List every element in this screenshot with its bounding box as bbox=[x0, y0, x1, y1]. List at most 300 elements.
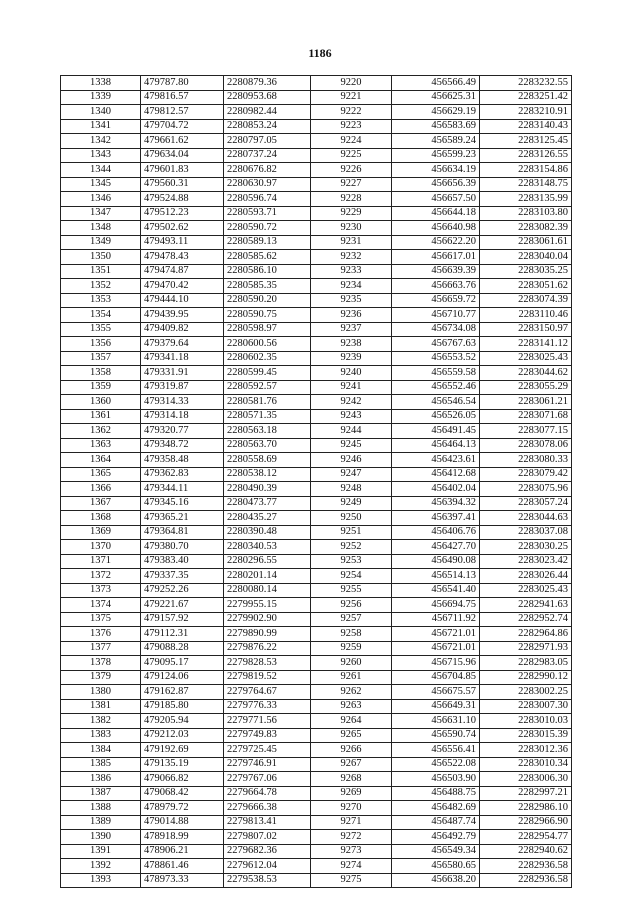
x-coordinate-right: 456644.18 bbox=[392, 206, 480, 221]
table-row bbox=[61, 105, 572, 120]
point-id-right: 9258 bbox=[311, 627, 392, 642]
y-coordinate-left: 2280879.36 bbox=[224, 76, 311, 91]
x-coordinate-right: 456482.69 bbox=[392, 801, 480, 816]
y-coordinate-right: 2283126.55 bbox=[480, 148, 572, 163]
y-coordinate-left: 2280589.13 bbox=[224, 235, 311, 250]
y-coordinate-right: 2283010.03 bbox=[480, 714, 572, 729]
y-coordinate-left: 2280853.24 bbox=[224, 119, 311, 134]
y-coordinate-right: 2283026.44 bbox=[480, 569, 572, 584]
point-id-left: 1389 bbox=[61, 815, 141, 830]
point-id-left: 1339 bbox=[61, 90, 141, 105]
y-coordinate-left: 2279902.90 bbox=[224, 612, 311, 627]
y-coordinate-right: 2282997.21 bbox=[480, 786, 572, 801]
y-coordinate-left: 2279776.33 bbox=[224, 699, 311, 714]
point-id-right: 9241 bbox=[311, 380, 392, 395]
point-id-right: 9255 bbox=[311, 583, 392, 598]
x-coordinate-left: 479337.35 bbox=[141, 569, 224, 584]
y-coordinate-right: 2283080.33 bbox=[480, 453, 572, 468]
y-coordinate-left: 2280558.69 bbox=[224, 453, 311, 468]
table-row bbox=[61, 757, 572, 772]
y-coordinate-left: 2279955.15 bbox=[224, 598, 311, 613]
point-id-left: 1362 bbox=[61, 424, 141, 439]
point-id-right: 9247 bbox=[311, 467, 392, 482]
x-coordinate-right: 456397.41 bbox=[392, 511, 480, 526]
x-coordinate-right: 456559.58 bbox=[392, 366, 480, 381]
x-coordinate-right: 456675.57 bbox=[392, 685, 480, 700]
point-id-right: 9240 bbox=[311, 366, 392, 381]
x-coordinate-left: 479365.21 bbox=[141, 511, 224, 526]
y-coordinate-right: 2283010.34 bbox=[480, 757, 572, 772]
table-row bbox=[61, 525, 572, 540]
x-coordinate-right: 456657.50 bbox=[392, 192, 480, 207]
point-id-left: 1380 bbox=[61, 685, 141, 700]
y-coordinate-left: 2279767.06 bbox=[224, 772, 311, 787]
point-id-left: 1376 bbox=[61, 627, 141, 642]
table-row bbox=[61, 438, 572, 453]
x-coordinate-right: 456553.52 bbox=[392, 351, 480, 366]
y-coordinate-right: 2283040.04 bbox=[480, 250, 572, 265]
point-id-left: 1357 bbox=[61, 351, 141, 366]
point-id-right: 9237 bbox=[311, 322, 392, 337]
point-id-right: 9229 bbox=[311, 206, 392, 221]
point-id-right: 9223 bbox=[311, 119, 392, 134]
x-coordinate-left: 479345.16 bbox=[141, 496, 224, 511]
y-coordinate-left: 2280586.10 bbox=[224, 264, 311, 279]
point-id-left: 1393 bbox=[61, 873, 141, 888]
point-id-right: 9269 bbox=[311, 786, 392, 801]
x-coordinate-left: 479380.70 bbox=[141, 540, 224, 555]
point-id-left: 1381 bbox=[61, 699, 141, 714]
y-coordinate-right: 2283074.39 bbox=[480, 293, 572, 308]
point-id-right: 9271 bbox=[311, 815, 392, 830]
x-coordinate-right: 456629.19 bbox=[392, 105, 480, 120]
x-coordinate-right: 456711.92 bbox=[392, 612, 480, 627]
x-coordinate-right: 456549.34 bbox=[392, 844, 480, 859]
y-coordinate-left: 2280982.44 bbox=[224, 105, 311, 120]
point-id-right: 9254 bbox=[311, 569, 392, 584]
x-coordinate-right: 456599.23 bbox=[392, 148, 480, 163]
point-id-right: 9262 bbox=[311, 685, 392, 700]
table-row bbox=[61, 424, 572, 439]
point-id-right: 9228 bbox=[311, 192, 392, 207]
x-coordinate-left: 479358.48 bbox=[141, 453, 224, 468]
x-coordinate-left: 479439.95 bbox=[141, 308, 224, 323]
x-coordinate-right: 456556.41 bbox=[392, 743, 480, 758]
table-row bbox=[61, 380, 572, 395]
x-coordinate-right: 456566.49 bbox=[392, 76, 480, 91]
y-coordinate-right: 2282941.63 bbox=[480, 598, 572, 613]
x-coordinate-right: 456659.72 bbox=[392, 293, 480, 308]
table-row bbox=[61, 511, 572, 526]
y-coordinate-left: 2280390.48 bbox=[224, 525, 311, 540]
x-coordinate-right: 456767.63 bbox=[392, 337, 480, 352]
point-id-left: 1365 bbox=[61, 467, 141, 482]
table-row bbox=[61, 395, 572, 410]
point-id-right: 9257 bbox=[311, 612, 392, 627]
x-coordinate-right: 456541.40 bbox=[392, 583, 480, 598]
point-id-left: 1367 bbox=[61, 496, 141, 511]
x-coordinate-left: 479364.81 bbox=[141, 525, 224, 540]
y-coordinate-right: 2282954.77 bbox=[480, 830, 572, 845]
table-row bbox=[61, 453, 572, 468]
point-id-left: 1346 bbox=[61, 192, 141, 207]
x-coordinate-right: 456423.61 bbox=[392, 453, 480, 468]
point-id-right: 9226 bbox=[311, 163, 392, 178]
point-id-right: 9270 bbox=[311, 801, 392, 816]
table-row bbox=[61, 221, 572, 236]
x-coordinate-right: 456487.74 bbox=[392, 815, 480, 830]
x-coordinate-left: 479185.80 bbox=[141, 699, 224, 714]
y-coordinate-left: 2279682.36 bbox=[224, 844, 311, 859]
point-id-right: 9233 bbox=[311, 264, 392, 279]
y-coordinate-left: 2280571.35 bbox=[224, 409, 311, 424]
y-coordinate-left: 2279771.56 bbox=[224, 714, 311, 729]
y-coordinate-right: 2283023.42 bbox=[480, 554, 572, 569]
point-id-right: 9272 bbox=[311, 830, 392, 845]
table-row bbox=[61, 786, 572, 801]
point-id-right: 9249 bbox=[311, 496, 392, 511]
y-coordinate-right: 2283082.39 bbox=[480, 221, 572, 236]
x-coordinate-left: 479379.64 bbox=[141, 337, 224, 352]
point-id-left: 1386 bbox=[61, 772, 141, 787]
point-id-left: 1340 bbox=[61, 105, 141, 120]
y-coordinate-left: 2279538.53 bbox=[224, 873, 311, 888]
x-coordinate-right: 456402.04 bbox=[392, 482, 480, 497]
point-id-left: 1388 bbox=[61, 801, 141, 816]
point-id-left: 1349 bbox=[61, 235, 141, 250]
point-id-left: 1384 bbox=[61, 743, 141, 758]
point-id-right: 9244 bbox=[311, 424, 392, 439]
x-coordinate-left: 479634.04 bbox=[141, 148, 224, 163]
table-row bbox=[61, 250, 572, 265]
y-coordinate-right: 2283110.46 bbox=[480, 308, 572, 323]
y-coordinate-left: 2280676.82 bbox=[224, 163, 311, 178]
point-id-left: 1356 bbox=[61, 337, 141, 352]
x-coordinate-left: 479601.83 bbox=[141, 163, 224, 178]
y-coordinate-left: 2280080.14 bbox=[224, 583, 311, 598]
x-coordinate-left: 479502.62 bbox=[141, 221, 224, 236]
y-coordinate-left: 2280600.56 bbox=[224, 337, 311, 352]
x-coordinate-left: 479135.19 bbox=[141, 757, 224, 772]
point-id-left: 1369 bbox=[61, 525, 141, 540]
point-id-left: 1390 bbox=[61, 830, 141, 845]
x-coordinate-left: 478918.99 bbox=[141, 830, 224, 845]
table-row bbox=[61, 206, 572, 221]
table-row bbox=[61, 322, 572, 337]
y-coordinate-right: 2282936.58 bbox=[480, 873, 572, 888]
x-coordinate-left: 479157.92 bbox=[141, 612, 224, 627]
y-coordinate-left: 2280599.45 bbox=[224, 366, 311, 381]
x-coordinate-right: 456546.54 bbox=[392, 395, 480, 410]
y-coordinate-right: 2283135.99 bbox=[480, 192, 572, 207]
x-coordinate-left: 479252.26 bbox=[141, 583, 224, 598]
x-coordinate-right: 456704.85 bbox=[392, 670, 480, 685]
x-coordinate-right: 456492.79 bbox=[392, 830, 480, 845]
y-coordinate-right: 2283025.43 bbox=[480, 351, 572, 366]
point-id-right: 9261 bbox=[311, 670, 392, 685]
table-row bbox=[61, 728, 572, 743]
x-coordinate-left: 478906.21 bbox=[141, 844, 224, 859]
point-id-right: 9267 bbox=[311, 757, 392, 772]
point-id-right: 9256 bbox=[311, 598, 392, 613]
x-coordinate-left: 479444.10 bbox=[141, 293, 224, 308]
y-coordinate-left: 2280590.20 bbox=[224, 293, 311, 308]
point-id-right: 9230 bbox=[311, 221, 392, 236]
point-id-right: 9224 bbox=[311, 134, 392, 149]
point-id-right: 9268 bbox=[311, 772, 392, 787]
table-row bbox=[61, 743, 572, 758]
y-coordinate-right: 2283006.30 bbox=[480, 772, 572, 787]
point-id-left: 1342 bbox=[61, 134, 141, 149]
point-id-right: 9275 bbox=[311, 873, 392, 888]
x-coordinate-left: 479493.11 bbox=[141, 235, 224, 250]
x-coordinate-right: 456394.32 bbox=[392, 496, 480, 511]
x-coordinate-left: 479319.87 bbox=[141, 380, 224, 395]
y-coordinate-left: 2279819.52 bbox=[224, 670, 311, 685]
point-id-left: 1363 bbox=[61, 438, 141, 453]
point-id-left: 1360 bbox=[61, 395, 141, 410]
y-coordinate-left: 2279664.78 bbox=[224, 786, 311, 801]
table-row bbox=[61, 685, 572, 700]
point-id-right: 9227 bbox=[311, 177, 392, 192]
table-row bbox=[61, 409, 572, 424]
x-coordinate-left: 479314.18 bbox=[141, 409, 224, 424]
point-id-left: 1368 bbox=[61, 511, 141, 526]
point-id-right: 9265 bbox=[311, 728, 392, 743]
point-id-left: 1387 bbox=[61, 786, 141, 801]
table-row bbox=[61, 844, 572, 859]
y-coordinate-left: 2279764.67 bbox=[224, 685, 311, 700]
x-coordinate-right: 456631.10 bbox=[392, 714, 480, 729]
x-coordinate-right: 456406.76 bbox=[392, 525, 480, 540]
point-id-left: 1371 bbox=[61, 554, 141, 569]
x-coordinate-left: 478973.33 bbox=[141, 873, 224, 888]
x-coordinate-right: 456617.01 bbox=[392, 250, 480, 265]
point-id-left: 1343 bbox=[61, 148, 141, 163]
table-row bbox=[61, 583, 572, 598]
x-coordinate-right: 456634.19 bbox=[392, 163, 480, 178]
table-row bbox=[61, 308, 572, 323]
x-coordinate-left: 479205.94 bbox=[141, 714, 224, 729]
x-coordinate-right: 456622.20 bbox=[392, 235, 480, 250]
point-id-right: 9251 bbox=[311, 525, 392, 540]
point-id-right: 9253 bbox=[311, 554, 392, 569]
x-coordinate-right: 456526.05 bbox=[392, 409, 480, 424]
y-coordinate-right: 2283125.45 bbox=[480, 134, 572, 149]
y-coordinate-right: 2282964.86 bbox=[480, 627, 572, 642]
table-row bbox=[61, 90, 572, 105]
y-coordinate-left: 2280340.53 bbox=[224, 540, 311, 555]
x-coordinate-right: 456490.08 bbox=[392, 554, 480, 569]
y-coordinate-left: 2280590.72 bbox=[224, 221, 311, 236]
y-coordinate-left: 2280581.76 bbox=[224, 395, 311, 410]
y-coordinate-left: 2280563.18 bbox=[224, 424, 311, 439]
coordinate-table bbox=[60, 75, 572, 888]
point-id-left: 1379 bbox=[61, 670, 141, 685]
table-row bbox=[61, 264, 572, 279]
point-id-left: 1352 bbox=[61, 279, 141, 294]
x-coordinate-right: 456663.76 bbox=[392, 279, 480, 294]
point-id-right: 9248 bbox=[311, 482, 392, 497]
x-coordinate-right: 456649.31 bbox=[392, 699, 480, 714]
y-coordinate-left: 2280596.74 bbox=[224, 192, 311, 207]
point-id-left: 1354 bbox=[61, 308, 141, 323]
y-coordinate-right: 2283037.08 bbox=[480, 525, 572, 540]
y-coordinate-right: 2282936.58 bbox=[480, 859, 572, 874]
point-id-left: 1364 bbox=[61, 453, 141, 468]
point-id-right: 9243 bbox=[311, 409, 392, 424]
table-row bbox=[61, 569, 572, 584]
y-coordinate-right: 2283007.30 bbox=[480, 699, 572, 714]
x-coordinate-right: 456715.96 bbox=[392, 656, 480, 671]
y-coordinate-right: 2283077.15 bbox=[480, 424, 572, 439]
x-coordinate-left: 479014.88 bbox=[141, 815, 224, 830]
y-coordinate-right: 2282952.74 bbox=[480, 612, 572, 627]
table-row bbox=[61, 235, 572, 250]
y-coordinate-left: 2280473.77 bbox=[224, 496, 311, 511]
x-coordinate-right: 456464.13 bbox=[392, 438, 480, 453]
y-coordinate-left: 2280563.70 bbox=[224, 438, 311, 453]
x-coordinate-left: 479162.87 bbox=[141, 685, 224, 700]
point-id-right: 9231 bbox=[311, 235, 392, 250]
point-id-left: 1361 bbox=[61, 409, 141, 424]
point-id-left: 1377 bbox=[61, 641, 141, 656]
x-coordinate-right: 456503.90 bbox=[392, 772, 480, 787]
y-coordinate-right: 2283061.21 bbox=[480, 395, 572, 410]
y-coordinate-left: 2279807.02 bbox=[224, 830, 311, 845]
point-id-right: 9221 bbox=[311, 90, 392, 105]
x-coordinate-left: 478861.46 bbox=[141, 859, 224, 874]
table-row bbox=[61, 714, 572, 729]
y-coordinate-right: 2283148.75 bbox=[480, 177, 572, 192]
table-row bbox=[61, 293, 572, 308]
point-id-left: 1347 bbox=[61, 206, 141, 221]
y-coordinate-right: 2283012.36 bbox=[480, 743, 572, 758]
point-id-right: 9264 bbox=[311, 714, 392, 729]
y-coordinate-left: 2279746.91 bbox=[224, 757, 311, 772]
table-row bbox=[61, 351, 572, 366]
x-coordinate-right: 456412.68 bbox=[392, 467, 480, 482]
x-coordinate-right: 456488.75 bbox=[392, 786, 480, 801]
y-coordinate-left: 2279666.38 bbox=[224, 801, 311, 816]
y-coordinate-left: 2280585.62 bbox=[224, 250, 311, 265]
point-id-left: 1383 bbox=[61, 728, 141, 743]
point-id-right: 9274 bbox=[311, 859, 392, 874]
x-coordinate-left: 479331.91 bbox=[141, 366, 224, 381]
y-coordinate-right: 2283078.06 bbox=[480, 438, 572, 453]
point-id-left: 1355 bbox=[61, 322, 141, 337]
table-row bbox=[61, 496, 572, 511]
y-coordinate-right: 2283251.42 bbox=[480, 90, 572, 105]
x-coordinate-right: 456522.08 bbox=[392, 757, 480, 772]
table-row bbox=[61, 873, 572, 888]
table-row bbox=[61, 641, 572, 656]
point-id-left: 1366 bbox=[61, 482, 141, 497]
x-coordinate-left: 479112.31 bbox=[141, 627, 224, 642]
table-row bbox=[61, 467, 572, 482]
table-row bbox=[61, 859, 572, 874]
x-coordinate-right: 456710.77 bbox=[392, 308, 480, 323]
table-row bbox=[61, 670, 572, 685]
x-coordinate-left: 479474.87 bbox=[141, 264, 224, 279]
point-id-right: 9232 bbox=[311, 250, 392, 265]
point-id-left: 1391 bbox=[61, 844, 141, 859]
x-coordinate-right: 456638.20 bbox=[392, 873, 480, 888]
x-coordinate-left: 479212.03 bbox=[141, 728, 224, 743]
table-row bbox=[61, 598, 572, 613]
x-coordinate-left: 479221.67 bbox=[141, 598, 224, 613]
y-coordinate-right: 2283075.96 bbox=[480, 482, 572, 497]
point-id-right: 9239 bbox=[311, 351, 392, 366]
x-coordinate-right: 456625.31 bbox=[392, 90, 480, 105]
x-coordinate-left: 479124.06 bbox=[141, 670, 224, 685]
point-id-right: 9225 bbox=[311, 148, 392, 163]
x-coordinate-left: 479524.88 bbox=[141, 192, 224, 207]
y-coordinate-right: 2283015.39 bbox=[480, 728, 572, 743]
y-coordinate-right: 2282990.12 bbox=[480, 670, 572, 685]
point-id-right: 9238 bbox=[311, 337, 392, 352]
point-id-left: 1338 bbox=[61, 76, 141, 91]
x-coordinate-right: 456640.98 bbox=[392, 221, 480, 236]
y-coordinate-right: 2283044.63 bbox=[480, 511, 572, 526]
y-coordinate-right: 2283232.55 bbox=[480, 76, 572, 91]
x-coordinate-left: 479068.42 bbox=[141, 786, 224, 801]
point-id-right: 9259 bbox=[311, 641, 392, 656]
y-coordinate-left: 2279828.53 bbox=[224, 656, 311, 671]
table-row bbox=[61, 612, 572, 627]
table-row bbox=[61, 656, 572, 671]
x-coordinate-left: 479066.82 bbox=[141, 772, 224, 787]
y-coordinate-left: 2280630.97 bbox=[224, 177, 311, 192]
point-id-left: 1350 bbox=[61, 250, 141, 265]
x-coordinate-left: 479661.62 bbox=[141, 134, 224, 149]
y-coordinate-right: 2283044.62 bbox=[480, 366, 572, 381]
table-row bbox=[61, 76, 572, 91]
point-id-left: 1359 bbox=[61, 380, 141, 395]
table-row bbox=[61, 540, 572, 555]
x-coordinate-left: 479320.77 bbox=[141, 424, 224, 439]
x-coordinate-right: 456580.65 bbox=[392, 859, 480, 874]
table-row bbox=[61, 177, 572, 192]
x-coordinate-right: 456721.01 bbox=[392, 627, 480, 642]
point-id-left: 1375 bbox=[61, 612, 141, 627]
x-coordinate-left: 479704.72 bbox=[141, 119, 224, 134]
point-id-right: 9266 bbox=[311, 743, 392, 758]
point-id-left: 1370 bbox=[61, 540, 141, 555]
page-number: 1186 bbox=[308, 46, 332, 60]
y-coordinate-right: 2283071.68 bbox=[480, 409, 572, 424]
y-coordinate-left: 2280593.71 bbox=[224, 206, 311, 221]
x-coordinate-right: 456552.46 bbox=[392, 380, 480, 395]
table-row bbox=[61, 163, 572, 178]
y-coordinate-right: 2283055.29 bbox=[480, 380, 572, 395]
y-coordinate-left: 2280296.55 bbox=[224, 554, 311, 569]
point-id-left: 1374 bbox=[61, 598, 141, 613]
table-row bbox=[61, 119, 572, 134]
x-coordinate-left: 479341.18 bbox=[141, 351, 224, 366]
y-coordinate-right: 2283025.43 bbox=[480, 583, 572, 598]
x-coordinate-right: 456583.69 bbox=[392, 119, 480, 134]
point-id-left: 1344 bbox=[61, 163, 141, 178]
x-coordinate-left: 479383.40 bbox=[141, 554, 224, 569]
table-row bbox=[61, 366, 572, 381]
y-coordinate-left: 2280602.35 bbox=[224, 351, 311, 366]
point-id-right: 9245 bbox=[311, 438, 392, 453]
y-coordinate-left: 2280592.57 bbox=[224, 380, 311, 395]
table-row bbox=[61, 279, 572, 294]
y-coordinate-left: 2280585.35 bbox=[224, 279, 311, 294]
x-coordinate-right: 456734.08 bbox=[392, 322, 480, 337]
